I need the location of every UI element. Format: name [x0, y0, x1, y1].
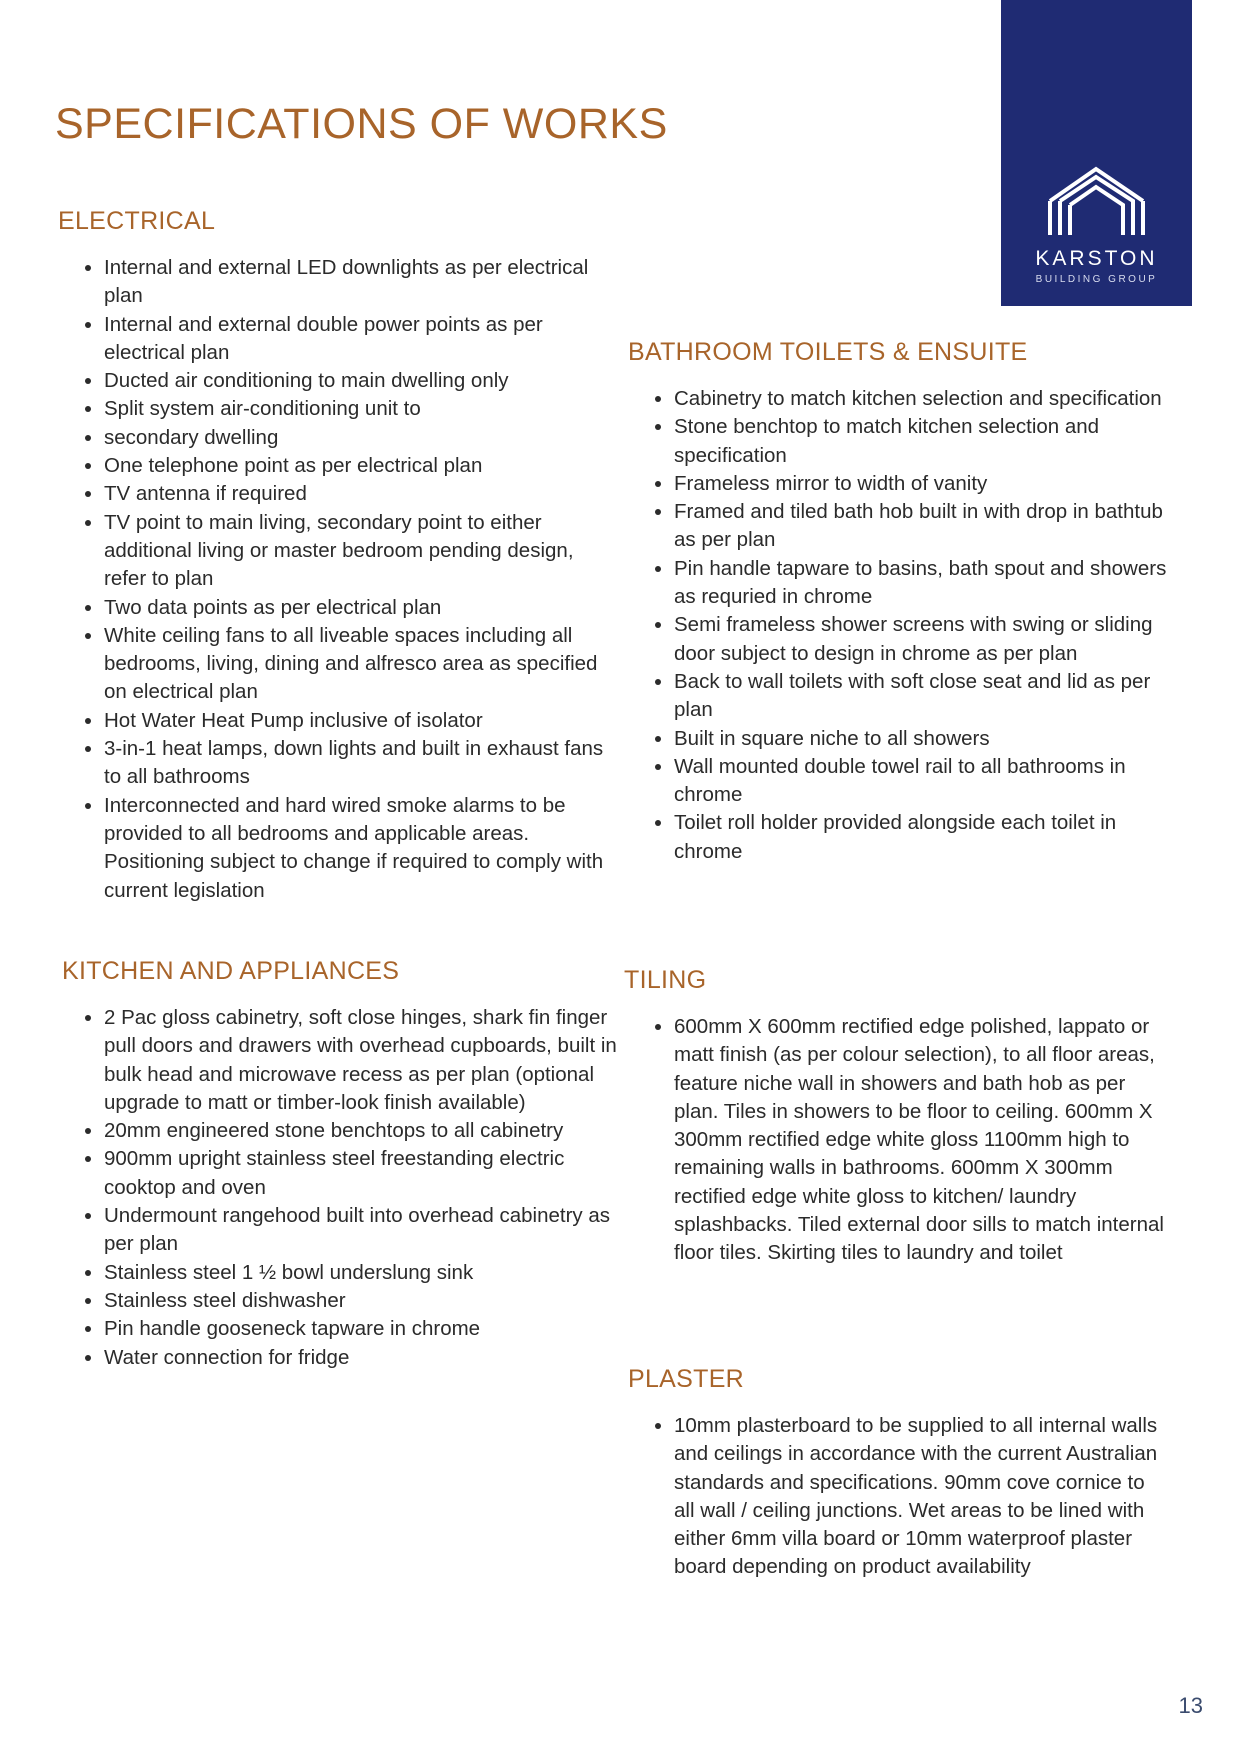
section-tiling: [624, 966, 1168, 1268]
list-item: • Interconnected and hard wired smoke alarms to be provided to all bedrooms and applicable areas. Positioning subject to change if required to comply with current legislation: [104, 792, 618, 905]
section-heading-plaster: PLASTER: [628, 1365, 745, 1393]
list-item: • White ceiling fans to all liveable spaces including all bedrooms, living, dining and alfresco area as specified on electrical plan: [104, 622, 618, 707]
bathroom-list: [628, 385, 1168, 866]
kitchen-list: [62, 1004, 618, 1372]
list-item: • 600mm X 600mm rectified edge polished, lappato or matt finish (as per colour selection), to all floor areas, feature niche wall in showers and bath hob as per plan. Tiles in showers to be floor to ceiling. 600mm X 300mm rectified edge white gloss 1100mm high to remaining walls in bathrooms. 600mm X 300mm rectified edge white gloss to kitchen/ laundry splashbacks. Tiled external door sills to match internal floor tiles. Skirting tiles to laundry and toilet: [674, 1013, 1168, 1268]
list-item: • Ducted air conditioning to main dwelling only: [104, 367, 618, 395]
list-item: • Built in square niche to all showers: [674, 725, 1168, 753]
section-heading-electrical: ELECTRICAL: [58, 207, 216, 235]
list-item: • 3-in-1 heat lamps, down lights and built in exhaust fans to all bathrooms: [104, 735, 618, 792]
section-kitchen: [62, 957, 618, 1372]
section-heading-kitchen: KITCHEN AND APPLIANCES: [62, 957, 400, 985]
house-outline-icon: [1046, 165, 1147, 237]
list-item: • Stainless steel dishwasher: [104, 1287, 618, 1315]
brand-name: KARSTON: [1035, 247, 1158, 270]
brand-subtitle: BUILDING GROUP: [1035, 274, 1158, 285]
list-item: • Semi frameless shower screens with swing or sliding door subject to design in chrome as per plan: [674, 611, 1168, 668]
list-item: • Two data points as per electrical plan: [104, 594, 618, 622]
section-plaster: [628, 1365, 1168, 1582]
list-item: • Toilet roll holder provided alongside each toilet in chrome: [674, 809, 1168, 866]
list-item: • 900mm upright stainless steel freestanding electric cooktop and oven: [104, 1145, 618, 1202]
list-item: • Pin handle tapware to basins, bath spout and showers as requried in chrome: [674, 555, 1168, 612]
section-heading-tiling: TILING: [624, 966, 707, 994]
list-item: • Split system air-conditioning unit to: [104, 395, 618, 423]
list-item: • Hot Water Heat Pump inclusive of isolator: [104, 707, 618, 735]
list-item: • Stone benchtop to match kitchen selection and specification: [674, 413, 1168, 470]
list-item: • 2 Pac gloss cabinetry, soft close hinges, shark fin finger pull doors and drawers with overhead cupboards, built in bulk head and microwave recess as per plan (optional upgrade to matt or timber-look finish available): [104, 1004, 618, 1117]
section-bathroom: [628, 338, 1168, 866]
list-item: • Back to wall toilets with soft close seat and lid as per plan: [674, 668, 1168, 725]
list-item: • Frameless mirror to width of vanity: [674, 470, 1168, 498]
page-title: SPECIFICATIONS OF WORKS: [55, 100, 668, 148]
list-item: • 20mm engineered stone benchtops to all cabinetry: [104, 1117, 618, 1145]
plaster-list: [628, 1412, 1168, 1582]
list-item: • Undermount rangehood built into overhead cabinetry as per plan: [104, 1202, 618, 1259]
electrical-list: [58, 254, 618, 905]
list-item: • TV point to main living, secondary point to either additional living or master bedroom pending design, refer to plan: [104, 509, 618, 594]
list-item: • One telephone point as per electrical plan: [104, 452, 618, 480]
section-electrical: [58, 207, 618, 905]
brand-logo: [1001, 0, 1192, 306]
list-item: • Wall mounted double towel rail to all bathrooms in chrome: [674, 753, 1168, 810]
page-number: 13: [1178, 1693, 1203, 1718]
list-item: • Stainless steel 1 ½ bowl underslung sink: [104, 1259, 618, 1287]
list-item: • TV antenna if required: [104, 480, 618, 508]
list-item: • 10mm plasterboard to be supplied to all internal walls and ceilings in accordance with the current Australian standards and specifications. 90mm cove cornice to all wall / ceiling junctions. Wet areas to be lined with either 6mm villa board or 10mm waterproof plaster board depending on product availability: [674, 1412, 1168, 1582]
list-item: • Water connection for fridge: [104, 1344, 618, 1372]
list-item: • secondary dwelling: [104, 424, 618, 452]
section-heading-bathroom: BATHROOM TOILETS & ENSUITE: [628, 338, 1028, 366]
list-item: • Internal and external LED downlights as per electrical plan: [104, 254, 618, 311]
tiling-list: [624, 1013, 1168, 1268]
list-item: • Framed and tiled bath hob built in with drop in bathtub as per plan: [674, 498, 1168, 555]
list-item: • Cabinetry to match kitchen selection and specification: [674, 385, 1168, 413]
list-item: • Internal and external double power points as per electrical plan: [104, 311, 618, 368]
list-item: • Pin handle gooseneck tapware in chrome: [104, 1315, 618, 1343]
